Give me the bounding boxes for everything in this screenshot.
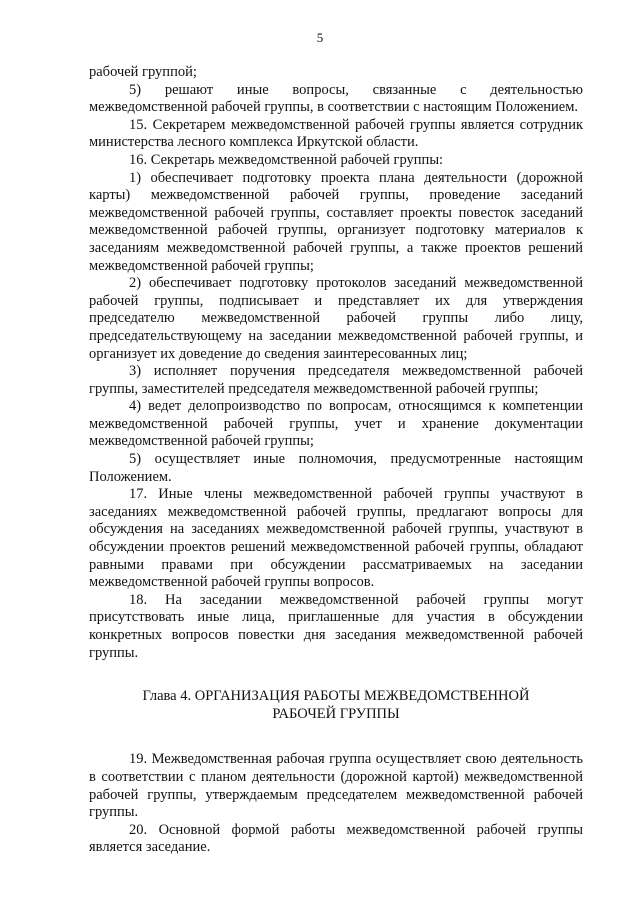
paragraph: 5) осуществляет иные полномочия, предусмотренные настоящим Положением. (89, 451, 583, 485)
paragraph: 5) решают иные вопросы, связанные с деятельностью межведомственной рабочей группы, в соответствии с настоящим Положением. (89, 81, 583, 116)
paragraph: 3) исполняет поручения председателя межведомственной рабочей группы, заместителей председателя межведомственной рабочей группы; (89, 363, 583, 397)
paragraph: 4) ведет делопроизводство по вопросам, относящимся к компетенции межведомственной рабочей группы, учет и хранение документации межведомственной рабочей группы; (89, 398, 583, 450)
chapter-heading-line: РАБОЧЕЙ ГРУППЫ (272, 705, 400, 722)
page-number: 5 (316, 30, 324, 45)
paragraph: 17. Иные члены межведомственной рабочей группы участвуют в заседаниях межведомственной рабочей группы, предлагают вопросы для обсуждения на заседаниях межведомственной рабочей группы, участвуют в обсуждении проектов решений межведомственной рабочей группы, обладают равными правами при обсуждении рассматриваемых на заседании межведомственной рабочей группы вопросов. (89, 486, 583, 591)
paragraph: 19. Межведомственная рабочая группа осуществляет свою деятельность в соответствии с планом деятельности (дорожной картой) межведомственной рабочей группы, утверждаемым председателем межведомственной рабочей группы. (89, 751, 583, 821)
paragraph: 1) обеспечивает подготовку проекта плана деятельности (дорожной карты) межведомственной рабочей группы, проведение заседаний межведомственной рабочей группы, составляет проекты повесток заседаний межведомственной рабочей группы, организует подготовку материалов к заседаниям межведомственной рабочей группы, а также проектов решений межведомственной рабочей группы; (89, 169, 583, 274)
paragraph: 18. На заседании межведомственной рабочей группы могут присутствовать иные лица, приглашенные для участия в обсуждении конкретных вопросов повестки дня заседания межведомственной рабочей группы. (89, 591, 583, 661)
paragraph: 15. Секретарем межведомственной рабочей группы является сотрудник министерства лесного комплекса Иркутской области. (89, 116, 583, 151)
document-body (89, 64, 583, 857)
chapter-heading (89, 688, 583, 723)
paragraph: рабочей группой; (89, 64, 197, 80)
paragraph: 16. Секретарь межведомственной рабочей группы: (129, 151, 444, 168)
paragraph: 20. Основной формой работы межведомственной рабочей группы является заседание. (89, 821, 583, 856)
paragraph: 2) обеспечивает подготовку протоколов заседаний межведомственной рабочей группы, подписывает и представляет их для утверждения председателю межведомственной рабочей группы либо лицу, председательствующему на заседании межведомственной рабочей группы, и организует их доведение до сведения заинтересованных лиц; (89, 275, 583, 362)
chapter-heading-line: Глава 4. ОРГАНИЗАЦИЯ РАБОТЫ МЕЖВЕДОМСТВЕННОЙ (142, 688, 530, 705)
